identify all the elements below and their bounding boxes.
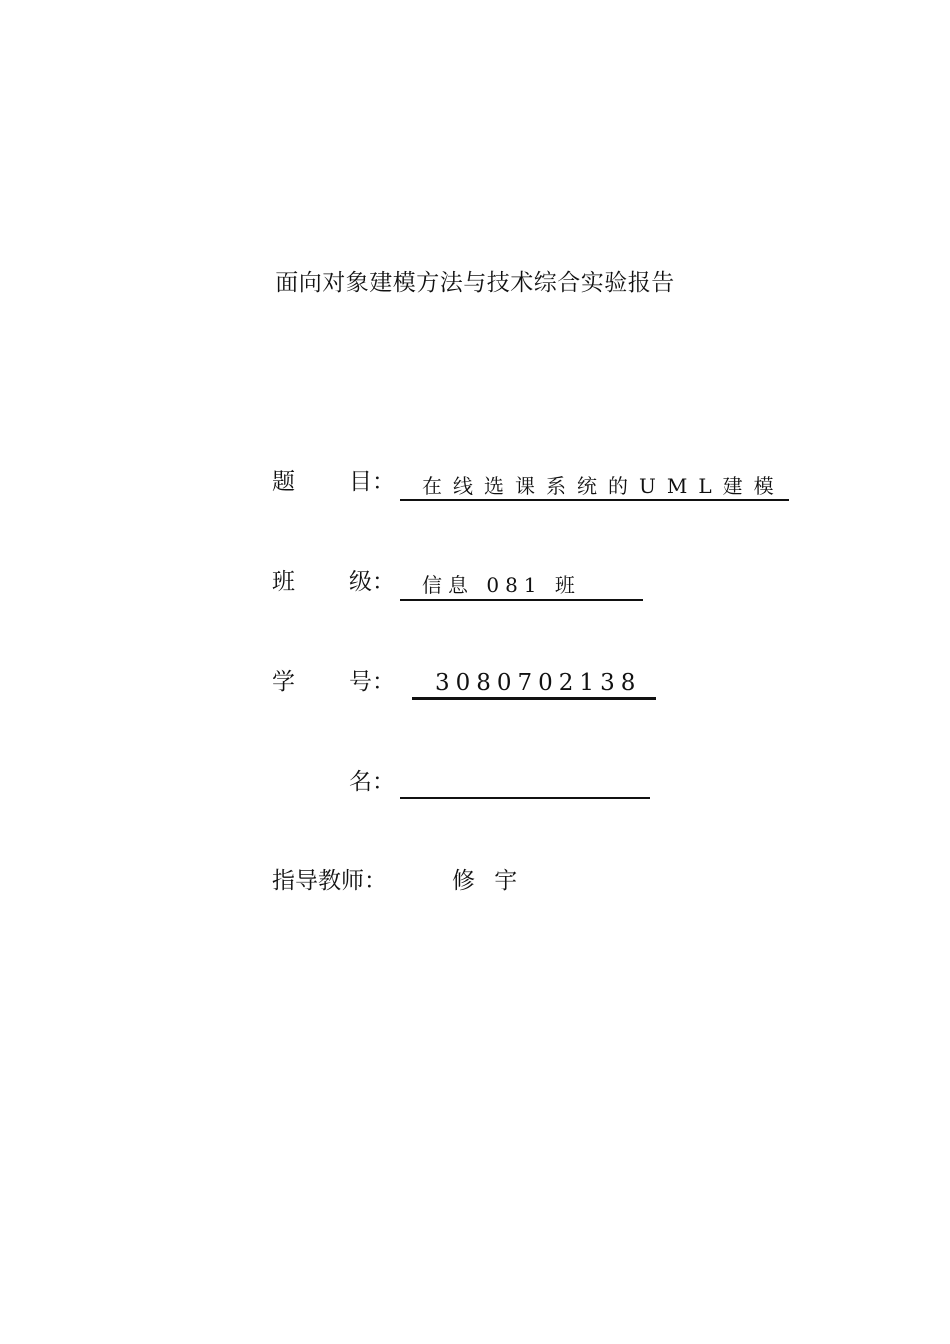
topic-underline (400, 499, 789, 501)
student-id-value: 3080702138 (435, 670, 642, 696)
report-title: 面向对象建模方法与技术综合实验报告 (275, 270, 675, 296)
topic-value: 在线选课系统的UML建模 (422, 474, 785, 498)
student-id-underline (412, 697, 656, 700)
student-id-label-second: 号： (349, 669, 395, 695)
advisor-label: 指导教师： (272, 868, 387, 894)
class-label-second: 级： (349, 569, 395, 595)
class-label-first: 班 (272, 569, 295, 595)
name-label: 名： (349, 769, 395, 795)
name-underline (400, 797, 650, 799)
class-value: 信息 081 班 (422, 573, 581, 597)
topic-label-second: 目： (349, 469, 395, 495)
advisor-value: 修 宇 (452, 868, 524, 894)
topic-label-first: 题 (272, 469, 295, 495)
student-id-label-first: 学 (272, 669, 295, 695)
class-underline (400, 599, 643, 601)
